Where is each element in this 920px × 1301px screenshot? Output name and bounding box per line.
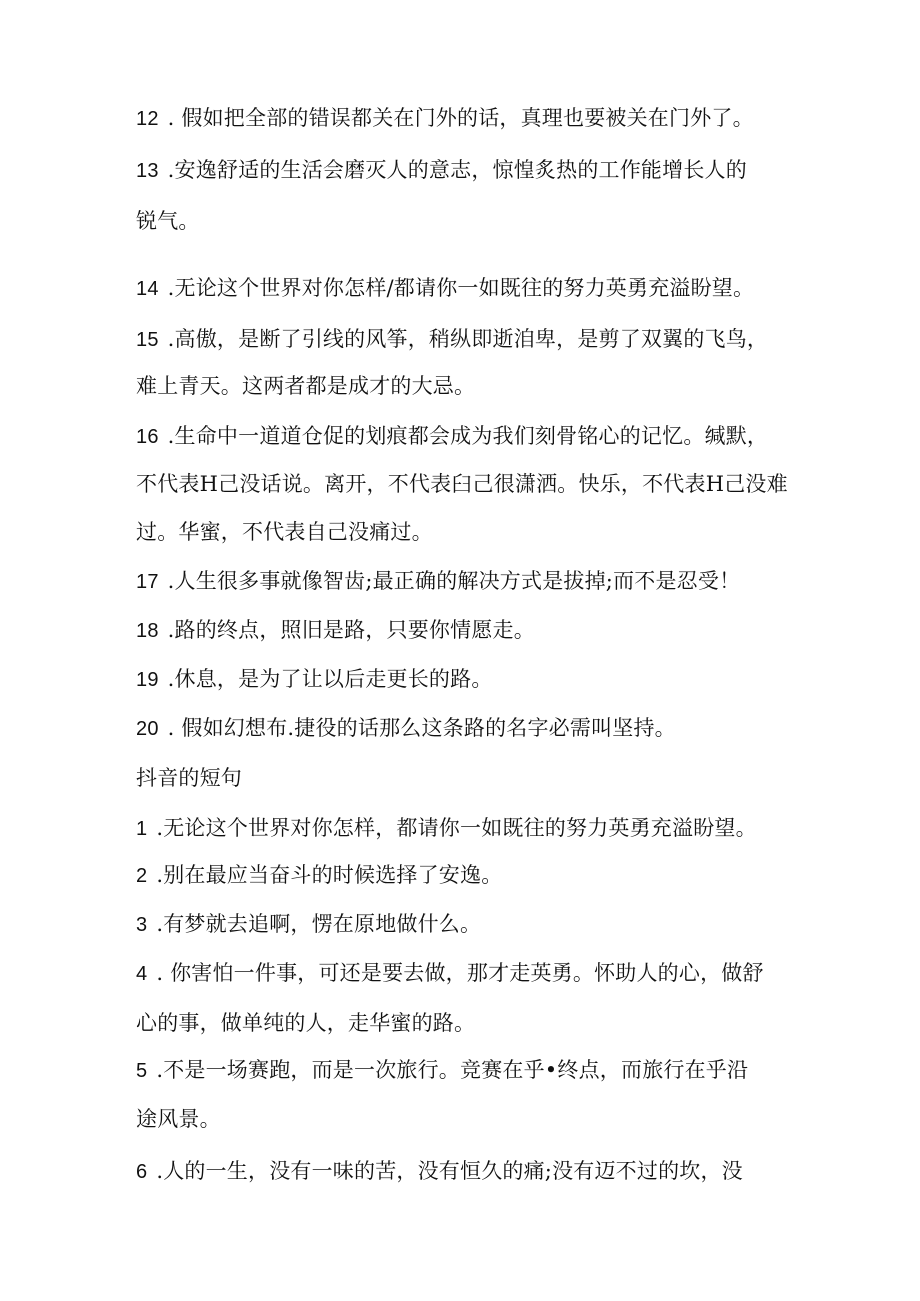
line-text: 难上青天。这两者都是成才的大忌。 [136, 374, 476, 398]
line-text: .别在最应当奋斗的时候选择了安逸。 [156, 863, 503, 887]
text-line [136, 666, 796, 693]
text-line [136, 815, 796, 842]
text-line [136, 105, 796, 132]
item-number: 16 [136, 426, 159, 448]
text-line [136, 208, 796, 234]
text-line [136, 1010, 796, 1036]
text-line [136, 862, 796, 889]
line-text: . 你害怕一件事，可还是要去做，那才走英勇。怀助人的心，做舒 [156, 961, 764, 985]
item-number: 5 [136, 1060, 148, 1082]
line-text: .人生很多事就像智齿;最正确的解决方式是拔掉;而不是忍受！ [167, 569, 741, 593]
line-text: 心的事，做单纯的人，走华蜜的路。 [136, 1011, 476, 1035]
text-line [136, 326, 796, 353]
line-text: 锐气。 [136, 209, 200, 233]
line-text: 不代表H己没话说。离开，不代表臼己很潇洒。快乐，不代表H己没难 [136, 472, 788, 496]
line-text: . 假如把全部的错误都关在门外的话，真理也要被关在门外了。 [167, 106, 754, 130]
text-line [136, 617, 796, 644]
line-text: .休息，是为了让以后走更长的路。 [167, 667, 493, 691]
line-text: .高傲，是断了引线的风筝，稍纵即逝洎卑，是剪了双翼的飞鸟， [167, 327, 769, 351]
line-text: .不是一场赛跑，而是一次旅行。竞赛在乎•终点，而旅行在乎沿 [156, 1058, 749, 1082]
line-text: 过。华蜜，不代表自己没痛过。 [136, 520, 433, 544]
text-line [136, 373, 796, 399]
text-line [136, 960, 796, 987]
text-line [136, 1057, 796, 1084]
text-line [136, 715, 796, 742]
line-text: . 假如幻想布.捷役的话那么这条路的名字必需叫坚持。 [167, 716, 676, 740]
item-number: 2 [136, 865, 148, 887]
item-number: 17 [136, 571, 159, 593]
line-text: .无论这个世界对你怎样，都请你一如既往的努力英勇充溢盼望。 [156, 816, 757, 840]
section-heading [136, 765, 796, 791]
item-number: 6 [136, 1161, 148, 1183]
line-text: .安逸舒适的生活会磨灭人的意志，惊惶炙热的工作能增长人的 [167, 158, 747, 182]
heading-text: 抖音的短句 [136, 766, 242, 790]
text-line [136, 1158, 796, 1185]
item-number: 15 [136, 329, 159, 351]
text-line [136, 157, 796, 184]
item-number: 18 [136, 620, 159, 642]
item-number: 1 [136, 818, 148, 840]
item-number: 3 [136, 914, 148, 936]
line-text: .人的一生，没有一味的苦，没有恒久的痛;没有迈不过的坎，没 [156, 1159, 743, 1183]
line-text: .路的终点，照旧是路，只要你情愿走。 [167, 618, 535, 642]
item-number: 14 [136, 278, 159, 300]
item-number: 13 [136, 160, 159, 182]
item-number: 12 [136, 108, 159, 130]
text-line [136, 568, 796, 595]
text-line [136, 275, 796, 302]
item-number: 20 [136, 718, 159, 740]
line-text: .有梦就去追啊，愣在原地做什么。 [156, 912, 482, 936]
line-text: .无论这个世界对你怎样/都请你一如既往的努力英勇充溢盼望。 [167, 276, 755, 300]
text-line [136, 471, 796, 497]
text-line [136, 519, 796, 545]
item-number: 4 [136, 963, 148, 985]
line-text: 途风景。 [136, 1107, 221, 1131]
text-line [136, 1106, 796, 1132]
text-line [136, 423, 796, 450]
item-number: 19 [136, 669, 159, 691]
line-text: .生命中一道道仓促的划痕都会成为我们刻骨铭心的记忆。缄默， [167, 424, 769, 448]
text-line [136, 911, 796, 938]
